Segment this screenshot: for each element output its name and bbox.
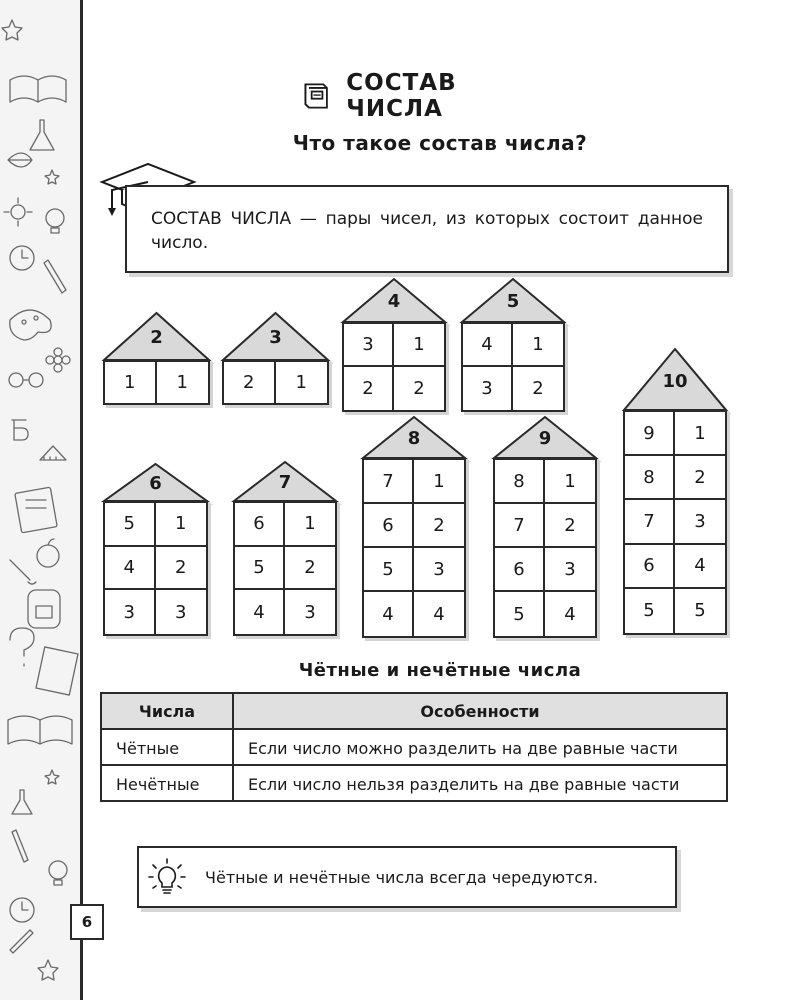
lightbulb-doodle xyxy=(49,861,67,885)
pair-cell: 5 xyxy=(625,589,675,633)
house-pairs-grid xyxy=(103,501,208,636)
pair-cell: 3 xyxy=(105,590,156,634)
pair-cell: 6 xyxy=(625,545,675,589)
column-header-numbers: Числа xyxy=(101,693,233,729)
flask-doodle xyxy=(12,790,32,814)
star-doodle xyxy=(2,20,22,40)
definition-text: СОСТАВ ЧИСЛА — пары чисел, из которых состоит данное число. xyxy=(151,209,703,253)
pair-cell: 4 xyxy=(235,590,285,634)
pencil-doodle xyxy=(44,260,66,293)
pair-cell: 1 xyxy=(414,460,464,504)
pair-cell: 6 xyxy=(364,504,414,548)
apple-doodle xyxy=(37,539,59,567)
lightbulb-icon xyxy=(147,857,187,897)
decorative-sidebar xyxy=(0,0,83,1000)
pair-cell: 2 xyxy=(156,547,207,591)
pair-cell: 3 xyxy=(675,500,725,544)
tip-box xyxy=(137,846,677,908)
star-doodle xyxy=(38,960,58,980)
pair-cell: 7 xyxy=(495,504,545,548)
pair-cell: 2 xyxy=(532,378,544,399)
house-pairs-grid xyxy=(103,360,210,405)
pair-cell: 5 xyxy=(105,503,156,547)
house-number: 7 xyxy=(278,472,292,493)
house-pairs-grid xyxy=(233,501,337,636)
star-doodle xyxy=(45,770,59,784)
table-row xyxy=(101,765,727,801)
pencil-doodle xyxy=(12,830,28,862)
house-number: 5 xyxy=(506,291,520,313)
pair-cell: 4 xyxy=(105,547,156,591)
page-number: 6 xyxy=(70,904,104,940)
pair-cell: 4 xyxy=(364,592,414,636)
star-doodle xyxy=(45,170,59,184)
pair-cell: 5 xyxy=(694,600,706,622)
pair-cell: 1 xyxy=(156,503,207,547)
number-kind-odd: Нечётные xyxy=(101,765,233,801)
open-book-doodle xyxy=(8,716,72,744)
definition-box xyxy=(125,185,729,273)
pair-cell: 8 xyxy=(625,456,675,500)
pair-cell: 3 xyxy=(414,548,464,592)
notebook-doodle xyxy=(15,487,57,533)
pair-cell: 6 xyxy=(235,503,285,547)
section-subtitle: Что такое состав числа? xyxy=(292,131,588,155)
page-title: СОСТАВ ЧИСЛА xyxy=(346,70,457,122)
column-header-features: Особенности xyxy=(233,693,727,729)
pair-cell: 2 xyxy=(545,504,595,548)
alarm-clock-doodle xyxy=(10,898,34,922)
house-pairs-grid xyxy=(461,322,565,412)
number-house-8 xyxy=(362,416,466,638)
pair-cell: 9 xyxy=(625,412,675,456)
pair-cell: 2 xyxy=(285,547,335,591)
pair-cell: 1 xyxy=(105,362,157,403)
pair-cell: 5 xyxy=(495,592,545,636)
pair-cell: 1 xyxy=(295,372,307,393)
pair-cell: 7 xyxy=(364,460,414,504)
book-icon xyxy=(300,78,332,114)
table-header-row xyxy=(101,693,727,729)
letter-doodle xyxy=(12,420,28,440)
number-house-4 xyxy=(342,278,446,412)
pair-cell: 7 xyxy=(625,500,675,544)
house-number: 3 xyxy=(269,327,282,349)
school-doodles-pattern xyxy=(0,0,80,1000)
number-house-6 xyxy=(103,463,208,636)
number-house-10 xyxy=(623,348,727,635)
number-kind-even: Чётные xyxy=(101,729,233,765)
pair-cell: 2 xyxy=(344,367,394,410)
house-number: 6 xyxy=(149,472,162,494)
leaf-doodle xyxy=(8,153,32,167)
book-doodle xyxy=(36,647,78,695)
pair-cell: 2 xyxy=(413,378,425,399)
pair-cell: 3 xyxy=(175,601,187,623)
pair-cell: 4 xyxy=(675,545,725,589)
pair-cell: 4 xyxy=(564,603,576,625)
house-pairs-grid xyxy=(362,458,466,638)
pair-cell: 6 xyxy=(495,548,545,592)
pair-cell: 1 xyxy=(176,372,188,393)
backpack-doodle xyxy=(28,590,60,628)
pair-cell: 1 xyxy=(545,460,595,504)
pair-cell: 1 xyxy=(513,324,563,367)
pencil-doodle xyxy=(10,930,33,953)
number-house-9 xyxy=(493,416,597,638)
house-pairs-grid xyxy=(222,360,329,405)
number-house-3 xyxy=(222,312,329,405)
house-pairs-grid xyxy=(623,410,727,635)
parity-table xyxy=(100,692,728,802)
house-number: 10 xyxy=(662,371,688,393)
table-row xyxy=(101,729,727,765)
rule-even: Если число можно разделить на две равные части xyxy=(233,729,727,765)
pair-cell: 2 xyxy=(414,504,464,548)
rule-odd: Если число нельзя разделить на две равные части xyxy=(233,765,727,801)
house-pairs-grid xyxy=(342,322,446,412)
pair-cell: 4 xyxy=(463,324,513,367)
sun-doodle xyxy=(4,198,32,226)
pair-cell: 8 xyxy=(495,460,545,504)
house-number: 2 xyxy=(150,327,163,349)
number-house-2 xyxy=(103,312,210,405)
pair-cell: 5 xyxy=(364,548,414,592)
pair-cell: 3 xyxy=(545,548,595,592)
tip-text: Чётные и нечётные числа всегда чередуются. xyxy=(205,867,598,887)
parity-section-title: Чётные и нечётные числа xyxy=(298,660,582,681)
house-pairs-grid xyxy=(493,458,597,638)
ruler-doodle xyxy=(40,446,66,460)
flower-doodle xyxy=(46,348,70,372)
glasses-doodle xyxy=(9,373,43,387)
alarm-clock-doodle xyxy=(10,246,34,270)
pair-cell: 3 xyxy=(463,367,513,410)
pair-cell: 3 xyxy=(304,601,316,623)
question-mark-doodle xyxy=(10,628,34,666)
pair-cell: 2 xyxy=(675,456,725,500)
house-number: 8 xyxy=(407,428,421,450)
pair-cell: 1 xyxy=(394,324,444,367)
pair-cell: 2 xyxy=(224,362,276,403)
house-number: 4 xyxy=(387,291,401,313)
number-house-7 xyxy=(233,461,337,636)
pair-cell: 3 xyxy=(344,324,394,367)
pair-cell: 1 xyxy=(285,503,335,547)
lightbulb-doodle xyxy=(46,209,64,233)
pair-cell: 4 xyxy=(433,603,445,625)
brush-doodle xyxy=(10,560,36,584)
pair-cell: 1 xyxy=(675,412,725,456)
flask-doodle xyxy=(30,120,54,150)
open-book-doodle xyxy=(10,76,66,102)
page-heading xyxy=(300,70,540,122)
palette-doodle xyxy=(10,310,51,340)
number-house-5 xyxy=(461,278,565,412)
house-number: 9 xyxy=(538,428,552,450)
pair-cell: 5 xyxy=(235,547,285,591)
